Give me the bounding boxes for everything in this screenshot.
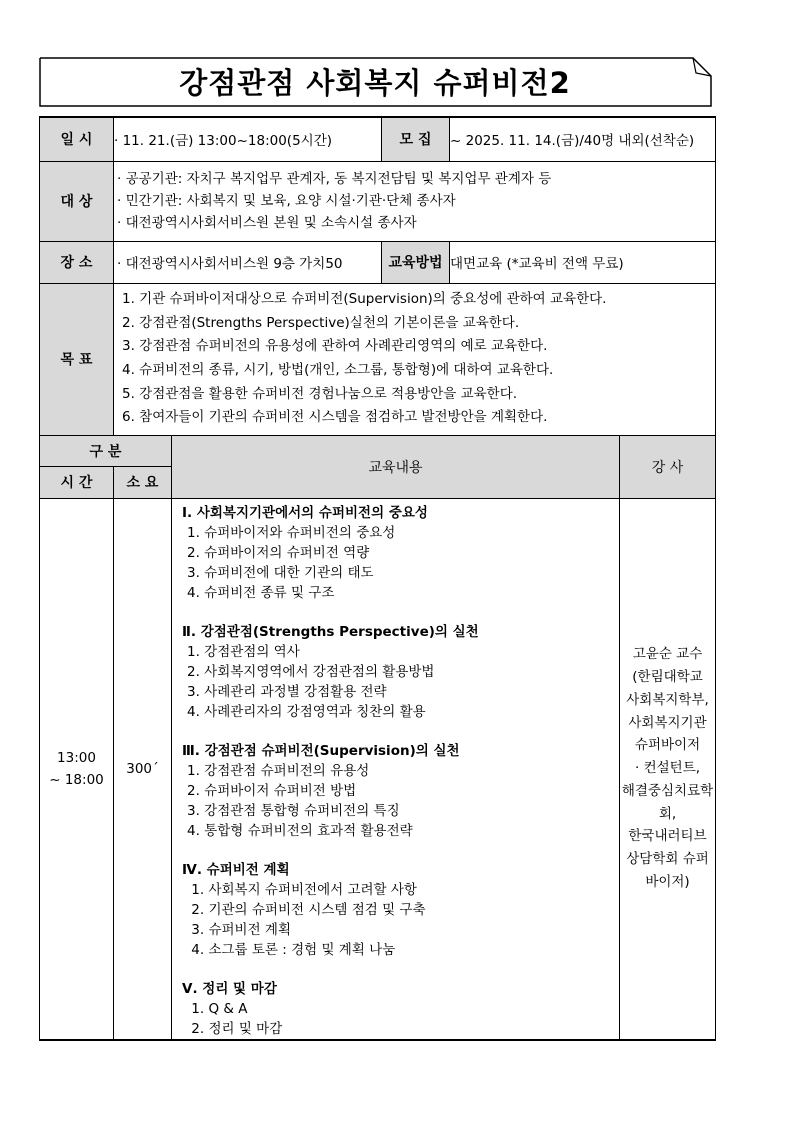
section-item: 4. 슈퍼비전 종류 및 구조: [187, 584, 335, 601]
instructor-line: 사회복지기관 슈퍼바이저: [628, 714, 707, 754]
goal-line: 2. 강점관점(Strengths Perspective)실천의 기본이론을 교육한다.: [122, 314, 520, 331]
goal-line: 3. 강점관점 슈퍼비전의 유용성에 관하여 사례관리영역의 예로 교육한다.: [122, 338, 548, 355]
goal-list: [114, 283, 716, 435]
content-header: 교육내용: [172, 435, 620, 498]
method-label: 교육방법: [382, 241, 450, 283]
instructor-line: (한림대학교: [632, 668, 703, 685]
method-value: 대면교육 (*교육비 전액 무료): [450, 241, 716, 283]
section: [182, 860, 619, 960]
duration-cell: 300´: [114, 498, 172, 1040]
section-item: 2. 슈퍼바이저의 슈퍼비전 역량: [187, 544, 370, 561]
target-line: · 민간기관: 사회복지 및 보육, 요양 시설·기관·단체 종사자: [117, 193, 456, 209]
recruit-value: ~ 2025. 11. 14.(금)/40명 내외(선착순): [450, 117, 716, 161]
section-title: Ⅳ. 슈퍼비전 계획: [182, 861, 290, 878]
section-item: 3. 강점관점 통합형 슈퍼비전의 특징: [187, 802, 400, 819]
section-title: Ⅱ. 강점관점(Strengths Perspective)의 실천: [182, 623, 479, 640]
instructor-line: 사회복지학부,: [626, 691, 709, 708]
goal-line: 5. 강점관점을 활용한 슈퍼비전 경험나눔으로 적용방안을 교육한다.: [122, 385, 518, 402]
section-item: 2. 슈퍼바이저 슈퍼비전 방법: [187, 782, 357, 799]
section-title: Ⅲ. 강점관점 슈퍼비전(Supervision)의 실천: [182, 742, 460, 759]
section: [182, 503, 619, 603]
goal-line: 1. 기관 슈퍼바이저대상으로 슈퍼비전(Supervision)의 중요성에 관하여 교육한다.: [122, 291, 607, 308]
schedule-body-row: [40, 498, 716, 1040]
instructor-cell: [620, 498, 716, 1040]
section-item: 2. 사회복지영역에서 강점관점의 활용방법: [187, 663, 435, 680]
section-item: 3. 슈퍼비전 계획: [187, 921, 291, 938]
title-box: [39, 57, 711, 105]
section-item: 4. 통합형 슈퍼비전의 효과적 활용전략: [187, 822, 413, 839]
target-line: · 대전광역시사회서비스원 본원 및 소속시설 종사자: [117, 215, 417, 231]
duration-header: 소 요: [114, 466, 172, 498]
target-label: 대 상: [40, 161, 114, 241]
date-value: · 11. 21.(금) 13:00~18:00(5시간): [114, 117, 382, 161]
target-list: [114, 161, 716, 241]
instructor-header: 강 사: [620, 435, 716, 498]
section-item: 1. 강점관점 슈퍼비전의 유용성: [187, 762, 370, 779]
section-item: 4. 소그룹 토론 : 경험 및 계획 나눔: [187, 941, 396, 958]
instructor-line: 상담학회 슈퍼바이저): [626, 851, 709, 891]
target-row: [40, 161, 716, 241]
goal-line: 4. 슈퍼비전의 종류, 시기, 방법(개인, 소그룹, 통합형)에 대하여 교육한다.: [122, 362, 554, 378]
recruit-label: 모 집: [382, 117, 450, 161]
goal-row: [40, 283, 716, 435]
section-item: 1. Q & A: [187, 1000, 248, 1017]
goal-line: 6. 참여자들이 기관의 슈퍼비전 시스템을 점검하고 발전방안을 계획한다.: [122, 409, 548, 426]
time-cell: [40, 498, 114, 1040]
section-item: 3. 슈퍼비전에 대한 기관의 태도: [187, 564, 374, 581]
section-item: 2. 기관의 슈퍼비전 시스템 점검 및 구축: [187, 901, 426, 918]
program-table: [39, 116, 716, 1041]
place-value: · 대전광역시사회서비스원 9층 가치50: [114, 241, 382, 283]
section: [182, 622, 619, 722]
section-title: Ⅴ. 정리 및 마감: [182, 980, 277, 997]
date-row: [40, 117, 716, 161]
target-line: · 공공기관: 자치구 복지업무 관계자, 동 복지전담팀 및 복지업무 관계자 등: [117, 171, 552, 187]
section-item: 2. 정리 및 마감: [187, 1020, 283, 1037]
place-label: 장 소: [40, 241, 114, 283]
content-cell: [172, 498, 620, 1040]
section: [182, 741, 619, 841]
goal-label: 목 표: [40, 283, 114, 435]
instructor-line: 해결중심치료학회,: [621, 782, 714, 822]
section-item: 1. 사회복지 슈퍼비전에서 고려할 사항: [187, 881, 417, 898]
time-header: 시 간: [40, 466, 114, 498]
section-item: 1. 강점관점의 역사: [187, 643, 300, 660]
section-item: 3. 사례관리 과정별 강점활용 전략: [187, 683, 387, 700]
date-label: 일 시: [40, 117, 114, 161]
instructor-line: 고윤순 교수: [632, 646, 703, 663]
section-item: 4. 사례관리자의 강점영역과 칭찬의 활용: [187, 703, 426, 720]
section-item: 1. 슈퍼바이저와 슈퍼비전의 중요성: [187, 524, 396, 541]
instructor-line: 한국내러티브: [628, 828, 707, 845]
division-header: 구 분: [40, 435, 172, 466]
time-start: 13:00: [57, 749, 96, 766]
section-title: Ⅰ. 사회복지기관에서의 슈퍼비전의 중요성: [182, 504, 428, 521]
instructor-line: · 컨설턴트,: [634, 760, 701, 777]
section: [182, 979, 619, 1039]
schedule-header-row: [40, 435, 716, 466]
page-title: 강점관점 사회복지 슈퍼비전2: [179, 65, 571, 100]
place-row: [40, 241, 716, 283]
time-end: ~ 18:00: [49, 771, 104, 788]
